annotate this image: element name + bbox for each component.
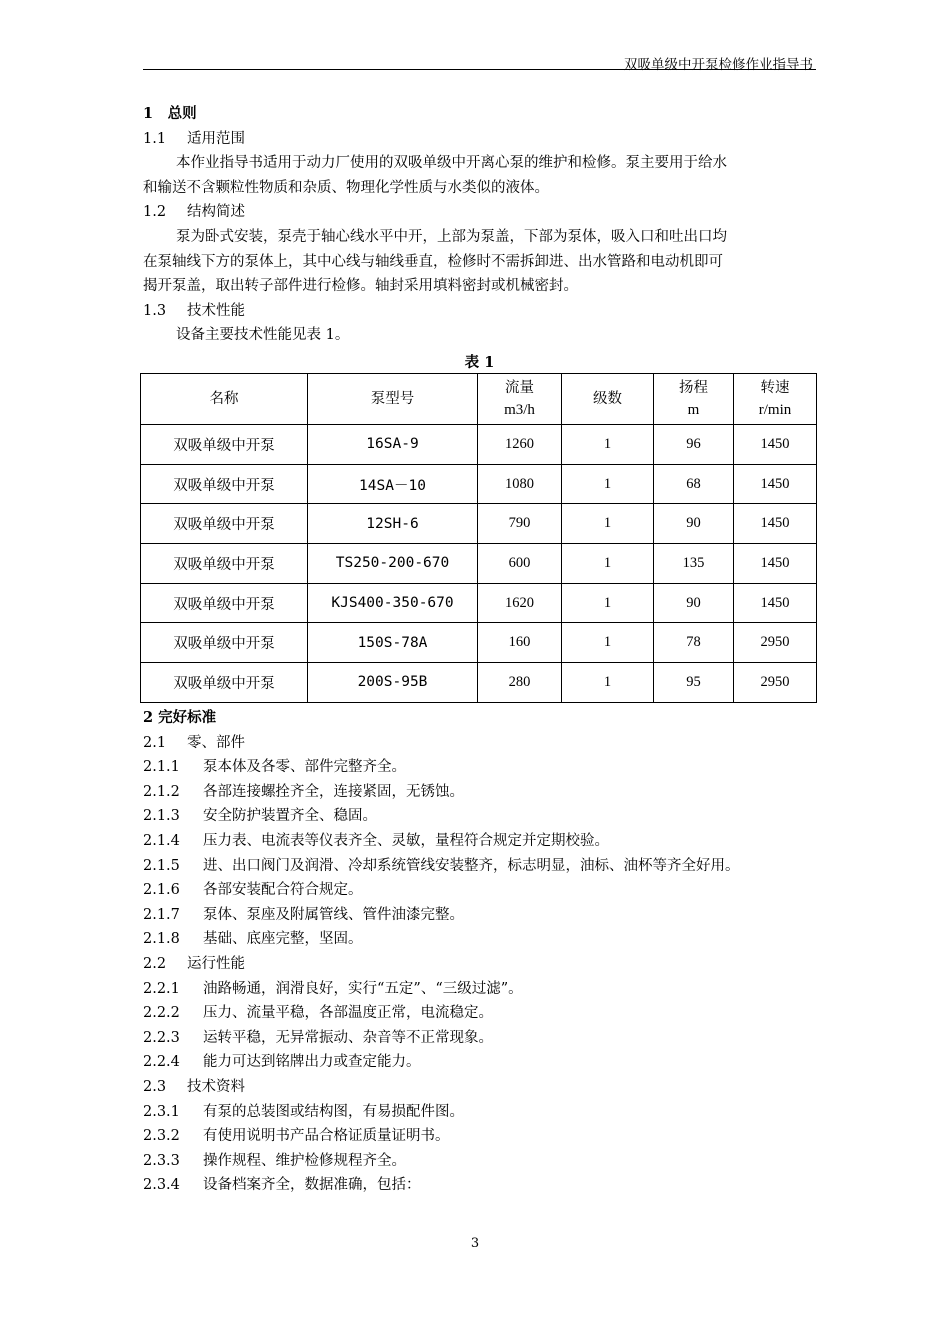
section-number: 1.2 xyxy=(143,204,167,221)
header-unit: r/min xyxy=(758,402,792,418)
table-row xyxy=(141,583,817,623)
item-text: 有使用说明书产品合格证质量证明书。 xyxy=(203,1128,450,1145)
item-text: 操作规程、维护检修规程齐全。 xyxy=(203,1152,406,1169)
cell-stage: 1 xyxy=(562,663,654,703)
column-header-stage: 级数 xyxy=(562,374,654,425)
list-item xyxy=(143,1026,843,1051)
item-number: 2.1.4 xyxy=(143,832,180,849)
cell-head: 95 xyxy=(654,663,734,703)
column-header-head xyxy=(654,374,734,425)
list-item xyxy=(143,878,843,903)
cell-speed: 1450 xyxy=(734,425,817,465)
item-number: 2.1.1 xyxy=(143,759,180,776)
cell-flow: 790 xyxy=(478,504,562,544)
header-label: 扬程 xyxy=(679,380,708,396)
item-text: 能力可达到铭牌出力或查定能力。 xyxy=(203,1054,421,1071)
item-text: 运转平稳，无异常振动、杂音等不正常现象。 xyxy=(203,1029,493,1046)
item-text: 各部安装配合符合规定。 xyxy=(203,882,363,899)
section-2 xyxy=(143,706,843,1198)
cell-head: 68 xyxy=(654,464,734,504)
table-header-row xyxy=(141,374,817,425)
section-1-3-heading xyxy=(143,299,823,324)
cell-name: 双吸单级中开泵 xyxy=(141,464,308,504)
cell-name: 双吸单级中开泵 xyxy=(141,425,308,465)
item-text: 设备档案齐全，数据准确，包括： xyxy=(203,1177,421,1194)
item-number: 2.2.4 xyxy=(143,1054,180,1071)
section-number: 1.1 xyxy=(143,130,167,147)
list-item xyxy=(143,927,843,952)
cell-model: 16SA-9 xyxy=(308,425,478,465)
list-item xyxy=(143,755,843,780)
header-unit: m xyxy=(687,402,700,418)
list-item xyxy=(143,1050,843,1075)
item-number: 2.1.5 xyxy=(143,857,180,874)
item-text: 泵体、泵座及附属管线、管件油漆完整。 xyxy=(203,906,464,923)
cell-head: 90 xyxy=(654,504,734,544)
section-number: 1.3 xyxy=(143,302,167,319)
item-number: 2.2.2 xyxy=(143,1005,180,1022)
list-item xyxy=(143,1100,843,1125)
cell-speed: 2950 xyxy=(734,663,817,703)
list-item xyxy=(143,1149,843,1174)
paragraph-line: 和输送不含颗粒性物质和杂质、物理化学性质与水类似的液体。 xyxy=(143,179,549,196)
cell-flow: 1080 xyxy=(478,464,562,504)
paragraph-line: 设备主要技术性能见表 1。 xyxy=(176,327,350,344)
cell-head: 90 xyxy=(654,583,734,623)
cell-name: 双吸单级中开泵 xyxy=(141,623,308,663)
cell-model: TS250-200-670 xyxy=(308,544,478,584)
list-item xyxy=(143,952,843,977)
list-item xyxy=(143,731,843,756)
cell-speed: 1450 xyxy=(734,504,817,544)
paragraph-line: 在泵轴线下方的泵体上，其中心线与轴线垂直，检修时不需拆卸进、出水管路和电动机即可 xyxy=(143,253,723,270)
cell-head: 96 xyxy=(654,425,734,465)
cell-name: 双吸单级中开泵 xyxy=(141,504,308,544)
table-row xyxy=(141,544,817,584)
item-number: 2.1.8 xyxy=(143,931,180,948)
item-number: 2.1.3 xyxy=(143,808,180,825)
item-number: 2.3.2 xyxy=(143,1128,180,1145)
item-text: 技术资料 xyxy=(187,1078,245,1095)
list-item xyxy=(143,977,843,1002)
list-item xyxy=(143,1173,843,1198)
list-item xyxy=(143,829,843,854)
section-1 xyxy=(143,102,823,348)
item-number: 2.3.4 xyxy=(143,1177,180,1194)
cell-model: KJS400-350-670 xyxy=(308,583,478,623)
section-title: 结构简述 xyxy=(187,204,245,221)
paragraph-line: 本作业指导书适用于动力厂使用的双吸单级中开离心泵的维护和检修。泵主要用于给水 xyxy=(176,155,727,172)
cell-head: 78 xyxy=(654,623,734,663)
item-text: 进、出口阀门及润滑、冷却系统管线安装整齐，标志明显，油标、油杯等齐全好用。 xyxy=(203,857,740,874)
cell-stage: 1 xyxy=(562,504,654,544)
item-text: 零、部件 xyxy=(187,734,245,751)
header-unit: m3/h xyxy=(504,402,535,418)
item-text: 基础、底座完整，坚固。 xyxy=(203,931,363,948)
cell-speed: 1450 xyxy=(734,464,817,504)
table-row xyxy=(141,464,817,504)
document-header-title: 双吸单级中开泵检修作业指导书 xyxy=(624,57,813,73)
list-item xyxy=(143,1001,843,1026)
section-title: 技术性能 xyxy=(187,302,245,319)
item-text: 运行性能 xyxy=(187,955,245,972)
section-1-2-heading xyxy=(143,200,823,225)
column-header-flow xyxy=(478,374,562,425)
cell-flow: 280 xyxy=(478,663,562,703)
item-number: 2.2 xyxy=(143,955,167,972)
paragraph-line: 揭开泵盖，取出转子部件进行检修。轴封采用填料密封或机械密封。 xyxy=(143,278,578,295)
item-text: 压力表、电流表等仪表齐全、灵敏，量程符合规定并定期校验。 xyxy=(203,832,609,849)
cell-flow: 160 xyxy=(478,623,562,663)
list-item xyxy=(143,780,843,805)
item-number: 2.3.3 xyxy=(143,1152,180,1169)
cell-model: 150S-78A xyxy=(308,623,478,663)
item-number: 2.2.3 xyxy=(143,1029,180,1046)
column-header-model: 泵型号 xyxy=(308,374,478,425)
section-title: 适用范围 xyxy=(187,130,245,147)
list-item xyxy=(143,1124,843,1149)
page-number: 3 xyxy=(470,1236,480,1251)
header-divider xyxy=(143,69,816,70)
item-number: 2.2.1 xyxy=(143,980,180,997)
cell-head: 135 xyxy=(654,544,734,584)
table-row xyxy=(141,623,817,663)
list-item xyxy=(143,804,843,829)
header-label: 流量 xyxy=(505,380,534,396)
item-number: 2.3.1 xyxy=(143,1103,180,1120)
cell-flow: 1620 xyxy=(478,583,562,623)
cell-flow: 600 xyxy=(478,544,562,584)
section-1-title: 1 总则 xyxy=(143,105,197,122)
item-text: 压力、流量平稳，各部温度正常，电流稳定。 xyxy=(203,1005,493,1022)
section-1-1-heading xyxy=(143,127,823,152)
cell-speed: 2950 xyxy=(734,623,817,663)
cell-stage: 1 xyxy=(562,583,654,623)
paragraph-line: 泵为卧式安装，泵壳于轴心线水平中开，上部为泵盖，下部为泵体，吸入口和吐出口均 xyxy=(176,228,727,245)
item-number: 2.1.6 xyxy=(143,882,180,899)
cell-speed: 1450 xyxy=(734,544,817,584)
item-number: 2.1.2 xyxy=(143,783,180,800)
item-number: 2.1.7 xyxy=(143,906,180,923)
item-number: 2.3 xyxy=(143,1078,167,1095)
item-text: 泵本体及各零、部件完整齐全。 xyxy=(203,759,406,776)
column-header-name: 名称 xyxy=(141,374,308,425)
table-row xyxy=(141,504,817,544)
item-text: 各部连接螺拴齐全，连接紧固，无锈蚀。 xyxy=(203,783,464,800)
spec-table xyxy=(140,373,817,703)
table-caption: 表 1 xyxy=(464,354,495,371)
list-item xyxy=(143,903,843,928)
cell-name: 双吸单级中开泵 xyxy=(141,583,308,623)
cell-model: 12SH-6 xyxy=(308,504,478,544)
header-label: 转速 xyxy=(760,380,790,396)
column-header-speed xyxy=(734,374,817,425)
item-text: 油路畅通，润滑良好，实行“五定”、“三级过滤”。 xyxy=(203,980,523,997)
cell-flow: 1260 xyxy=(478,425,562,465)
table-row xyxy=(141,425,817,465)
list-item xyxy=(143,854,843,879)
cell-stage: 1 xyxy=(562,425,654,465)
cell-stage: 1 xyxy=(562,464,654,504)
cell-model: 14SA－10 xyxy=(308,464,478,504)
cell-name: 双吸单级中开泵 xyxy=(141,663,308,703)
cell-model: 200S-95B xyxy=(308,663,478,703)
cell-name: 双吸单级中开泵 xyxy=(141,544,308,584)
list-item xyxy=(143,1075,843,1100)
cell-stage: 1 xyxy=(562,623,654,663)
cell-speed: 1450 xyxy=(734,583,817,623)
item-number: 2.1 xyxy=(143,734,167,751)
cell-stage: 1 xyxy=(562,544,654,584)
item-text: 有泵的总装图或结构图，有易损配件图。 xyxy=(203,1103,464,1120)
table-row xyxy=(141,663,817,703)
item-text: 安全防护装置齐全、稳固。 xyxy=(203,808,377,825)
section-2-title: 2 完好标准 xyxy=(143,709,217,726)
